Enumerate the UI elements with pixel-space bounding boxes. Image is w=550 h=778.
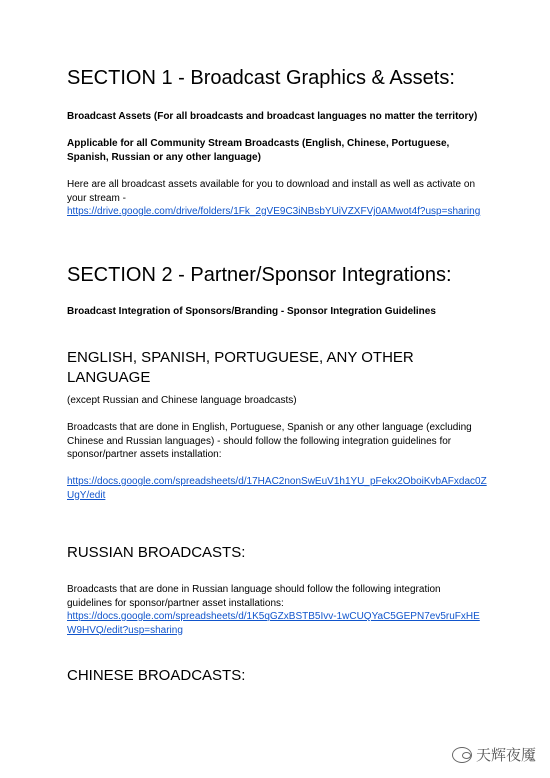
english-heading: ENGLISH, SPANISH, PORTUGUESE, ANY OTHER LANGUAGE xyxy=(67,349,414,386)
section1-bold-line2: Applicable for all Community Stream Broadcasts (English, Chinese, Portuguese, Spanish, Russian or any other language) xyxy=(67,138,450,163)
section1-body xyxy=(67,178,487,219)
drive-assets-link[interactable]: https://drive.google.com/drive/folders/1Fk_2gVE9C3iNBsbYUiVZXFVj0AMwot4f?usp=sharing xyxy=(67,206,481,217)
russian-body xyxy=(67,583,487,637)
english-body: Broadcasts that are done in English, Portuguese, Spanish or any other language (excluding Chinese and Russian languages) - should follow the following integration guidelines for sponsor/partner assets installation: xyxy=(67,422,472,460)
chinese-heading: CHINESE BROADCASTS: xyxy=(67,667,246,684)
watermark-text: 天辉夜魇 xyxy=(476,747,537,764)
wechat-icon xyxy=(452,747,472,763)
english-link-wrap xyxy=(67,475,487,502)
english-guidelines-link[interactable]: https://docs.google.com/spreadsheets/d/17HAC2nonSwEuV1h1YU_pFekx2OboiKvbAFxdac0ZUgY/edit xyxy=(67,476,487,501)
watermark xyxy=(452,744,536,765)
section1-body-text: Here are all broadcast assets available for you to download and install as well as activate on your stream - xyxy=(67,179,476,204)
english-note: (except Russian and Chinese language broadcasts) xyxy=(67,395,297,406)
russian-body-text: Broadcasts that are done in Russian language should follow the following integration guidelines for sponsor/partner asset installations: xyxy=(67,584,441,609)
section1-bold-line1: Broadcast Assets (For all broadcasts and broadcast languages no matter the territory) xyxy=(67,111,478,122)
russian-heading: RUSSIAN BROADCASTS: xyxy=(67,544,246,561)
section2-heading: SECTION 2 - Partner/Sponsor Integrations: xyxy=(67,264,452,286)
section2-bold-line: Broadcast Integration of Sponsors/Branding - Sponsor Integration Guidelines xyxy=(67,306,436,317)
russian-guidelines-link[interactable]: https://docs.google.com/spreadsheets/d/1K5qGZxBSTB5Ivv-1wCUQYaC5GEPN7ev5ruFxHEW9HVQ/edit?usp=sharing xyxy=(67,611,480,636)
section1-heading: SECTION 1 - Broadcast Graphics & Assets: xyxy=(67,67,455,89)
